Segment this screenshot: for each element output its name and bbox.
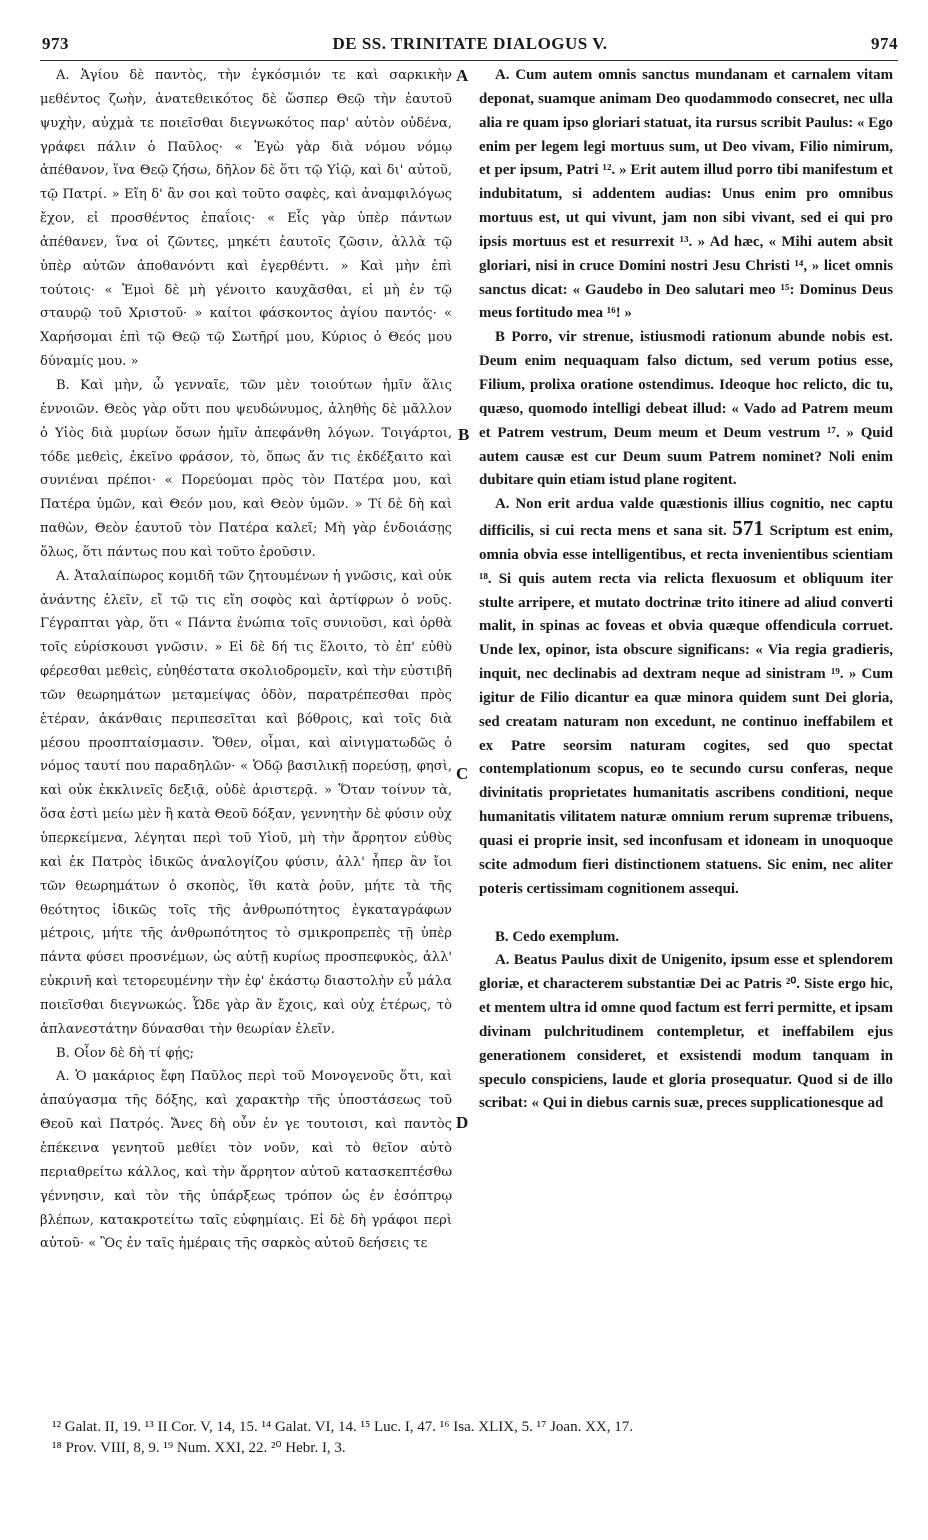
greek-column <box>40 64 452 1256</box>
greek-paragraph-1: Α. Ἁγίου δὲ παντὸς, τὴν ἐγκόσμιόν τε καὶ σαρκικὴν μεθέντος ζωὴν, ἀνατεθεικότος δὲ ὥσπερ Θεῷ τὴν ἑαυτοῦ ψυχὴν, αὐχμὰ τε ποιεῖσθαι διεγνωκότος παρ' αὐτὸν οὐδένα, γράφει πάλιν ὁ Παῦλος· « Ἐγὼ γὰρ διὰ νόμου νόμῳ ἀπέθανον, ἵνα Θεῷ ζήσω, δῆλον δὲ ὅτι τῷ Υἱῷ, καὶ δι' αὐτοῦ, τῷ Πατρί. » Εἴη δ' ἂν σοι καὶ τοῦτο σαφὲς, καὶ ἀναμφιλόγως ἔχον, εἰ προσθέντος ἐπαΐοις· « Εἷς γὰρ ὑπὲρ πάντων ἀπέθανεν, ἵνα οἱ ζῶντες, μηκέτι ἑαυτοῖς ζῶσιν, ἀλλὰ τῷ ὑπὲρ αὐτῶν ἀποθανόντι καὶ ἐγερθέντι. » Καὶ μὴν ἐπὶ τούτοις· « Ἐμοὶ δὲ μὴ γένοιτο καυχᾶσθαι, εἰ μὴ ἐν τῷ σταυρῷ τοῦ Χριστοῦ· » καίτοι φάσκοντος ἁγίου παντός· « Χαρήσομαι ἐπὶ τῷ Θεῷ τῷ Σωτῆρί μου, Κύριος ὁ Θεός μου δύναμίς μου. » <box>40 68 452 370</box>
latin-column <box>479 64 893 1116</box>
margin-marker-d: D <box>456 1113 469 1132</box>
greek-paragraph-4: B. Οἷον δὲ δὴ τί φῄς; <box>56 1045 195 1061</box>
latin-paragraph-4: B. Cedo exemplum. <box>495 928 620 945</box>
latin-paragraph-3a: A. Non erit ardua valde quæstionis illius cognitio, nec captu difficilis, si cui recta mens et sana sit. <box>479 496 893 540</box>
latin-paragraph-2: B Porro, vir strenue, istiusmodi rationum abunde nobis est. Deum enim nequaquam falso dictum, sed verum potius esse, Filium, prolixa oratione ostendimus. Ideoque hoc relicto, dic tu, quæso, quomodo intelligi debeat illud: « Vado ad Patrem meum et Patrem vestrum, Deum meum et Deum vestrum ¹⁷. » Quid autem causæ est cur Deum suum Patrem nominet? Noli enim dubitare quin etiam istud plane rogitent. <box>479 329 893 489</box>
margin-marker-c: C <box>456 764 469 783</box>
paragraph-gap <box>479 902 893 926</box>
footnotes-line-2: ¹⁸ Prov. VIII, 8, 9. ¹⁹ Num. XXI, 22. ²⁰ Hebr. I, 3. <box>52 1440 346 1456</box>
margin-marker-b: B <box>458 425 470 444</box>
page-number-right: 974 <box>871 34 898 53</box>
footnotes-line-1: ¹² Galat. II, 19. ¹³ II Cor. V, 14, 15. ¹⁴ Galat. VI, 14. ¹⁵ Luc. I, 47. ¹⁶ Isa. XLIX, 5. ¹⁷ Joan. XX, 17. <box>52 1419 633 1435</box>
page-number-left: 973 <box>42 34 69 53</box>
greek-paragraph-2: B. Καὶ μὴν, ὦ γενναῖε, τῶν μὲν τοιούτων ἡμῖν ἅλις ἐννοιῶν. Θεὸς γὰρ οὔτι που ψευδώνυμος, ἀληθὴς δὲ μᾶλλον ὁ Υἱὸς διὰ μυρίων ὅσων ἡμῖν ἀπεφάνθη λόγων. Τοιγάρτοι, τόδε μεθεὶς, ἐκεῖνο φράσον, τὸ, ὅπως ἄν τις ἐκδέξαιτο καὶ συνιέναι πρέποι· « Πορεύομαι πρὸς τὸν Πατέρα μου, καὶ Πατέρα ὑμῶν, καὶ Θεόν μου, καὶ Θεὸν ὑμῶν. » Τί δὲ δὴ καὶ παθὼν, Θεὸν ἑαυτοῦ τὸν Πατέρα καλεῖ; Μὴ γὰρ ἐνδοιάσῃς ὅλως, ὅτι πάντως που καὶ τοῦτο ἐροῦσιν. <box>40 377 452 560</box>
latin-paragraph-1: A. Cum autem omnis sanctus mundanam et carnalem vitam deponat, suamque animam Deo quodammodo consecret, nec ulla alia re quam ipso gloriari statuat, ita rursus scribit Paulus: « Ego enim per legem legi mortuus sum, ut Deo vivam, Filio nimirum, et per ipsum, Patri ¹². » Erit autem illud porro tibi manifestum et indubitatum, si addentem audias: Unus enim pro omnibus mortuus est, ut qui vivunt, jam non sibi vivant, sed ei qui pro ipsis mortuus est et resurrexit ¹³. » Ad hæc, « Mihi autem absit gloriari, nisi in cruce Domini nostri Jesu Christi ¹⁴, » licet omnis sanctus dicat: « Gaudebo in Deo salutari meo ¹⁵: Dominus Deus meus fortitudo mea ¹⁶! » <box>479 67 893 322</box>
latin-paragraph-5: A. Beatus Paulus dixit de Unigenito, ipsum esse et splendorem gloriæ, et characterem substantiæ Dei ac Patris ²⁰. Siste ergo hic, et mentem ultra id omne quod factum est ferri permitte, et ipsam divinam pulchritudinem contempletur, et ineffabilem ejus generationem consideret, et exsistendi modum tanquam in speculo conspiciens, laude et gloria prosequatur. Quod si de illo scribat: « Qui in diebus carnis suæ, preces supplicationesque ad <box>479 952 893 1112</box>
greek-paragraph-5: Α. Ὁ μακάριος ἔφη Παῦλος περὶ τοῦ Μονογενοῦς ὅτι, καὶ ἀπαύγασμα τῆς δόξης, καὶ χαρακτὴρ τῆς ὑποστάσεως τοῦ Θεοῦ καὶ Πατρός. Ἄνες δὴ οὖν ἐν γε τουτοισι, καὶ παντὸς ἐπέκεινα γενητοῦ μεθίει τὸν νοῦν, καὶ τὸ θεῖον αὐτὸ περιαθρείτω κάλλος, καὶ τὴν ἄρρητον αὐτοῦ κατασκεπτέσθω γέννησιν, καὶ τὸν τῆς ὑπάρξεως τρόπον ὡς ἐν ἐσόπτρῳ βλέπων, κατακροτείτω ταῖς εὐφημίαις. Εἰ δὲ δὴ γράφοι περὶ αὐτοῦ· « Ὃς ἐν ταῖς ἡμέραις τῆς σαρκὸς αὐτοῦ δεήσεις τε <box>40 1069 452 1252</box>
running-title: DE SS. TRINITATE DIALOGUS V. <box>332 34 608 53</box>
margin-marker-a: A <box>456 66 469 85</box>
running-header <box>42 34 898 56</box>
greek-paragraph-3: Α. Ἀταλαίπωρος κομιδῆ τῶν ζητουμένων ἡ γνῶσις, καὶ οὐκ ἀνάντης ἑλεῖν, εἴ τῷ τις εἴη σοφὸς καὶ ἀρτίφρων ὁ νοῦς. Γέγραπται γὰρ, ὅτι « Πάντα ἐνώπια τοῖς συνιοῦσι, καὶ ὀρθὰ τοῖς εὑρίσκουσι γνῶσιν. » Εἰ δὲ δή τις ἕλοιτο, τὸ ἐπ' εὐθὺ φέρεσθαι μεθεὶς, εὐηθέστατα σκολιοδρομεῖν, καὶ τὴν εὐστιβῆ τῶν θεωρημάτων μεταμείψας ὁδὸν, παρατρέπεσθαι πρὸς ἑτέραν, ἀκάνθαις περιπεσεῖται καὶ βόθροις, καὶ τοῖς διὰ μέσου προσπταίσμασιν. Ὅθεν, οἶμαι, καὶ αἰνιγματωδῶς ὁ νόμος ταυτί που παραδηλῶν· « Ὁδῷ βασιλικῇ πορεύσῃ, φησὶ, καὶ οὐκ ἐκκλινεῖς δεξιᾷ, οὐδὲ ἀριστερᾷ. » Ὅταν τοίνυν τὰ, ὅσα ἐστὶ μείω μὲν ἢ κατὰ Θεοῦ δόξαν, γεννητὴν δὲ φύσιν οὐχ ὑπερκείμενα, λέγηται περὶ τοῦ Υἱοῦ, μὴ τὴν ἄρρητον εὐθὺς καὶ ἐκ Πατρὸς ἰδικῶς ἀναλογίζου φύσιν, ἀλλ' ἧπερ ἂν ἴοι τῶν θεωρημάτων ὁ σκοπὸς, ἴθι κατὰ ῥοῦν, μήτε τὰ τῆς θεότητος ἰδικῶς τοῖς τῆς ἀνθρωπότητος ἐγκαταγράφων μέτροις, μήτε τῆς ἀνθρωπότητος τὸ σμικροπρεπὲς τῇ ὑπὲρ πάντα φύσει προσνέμων, ὡς αὐτῇ κυρίως προσπεφυκὸς, ἀλλ' εὐκρινῆ καὶ τετορευμένην τὴν ἐφ' ἑκάστῳ διαστολὴν εὖ μάλα ποιεῖσθαι διεγνωκώς. Ὧδε γὰρ ἂν ἔχοις, καὶ οὐχ ἑτέρως, τὸ ἀπλανεστάτην δύνασθαι τὴν θεωρίαν ἑλεῖν. <box>40 568 452 1037</box>
latin-paragraph-3b: Scriptum est enim, omnia obvia esse intelligentibus, et recta invenientibus scientiam ¹⁸. Si quis autem recta via relicta flexuosum et obliquum iter stulte arripere, et mutato doctrinæ trito itinere ad aliud converti malit, in spinas ac foveas et obvia quæque offendicula corruet. Unde lex, opinor, ista obscure significans: « Via regia gradieris, inquit, nec declinabis ad dextram neque ad sinistram ¹⁹. » Cum igitur de Filio dicantur ea quæ minora quidem sunt Dei gloria, sed creatam naturam non excedunt, ne continuo ineffabilem et ex Patre seorsim naturam cogites, sed quo spectat contemplationum scopus, eo te secundo cursu conferas, neque divinitatis proprietates humanitatis ascribens conditioni, neque humanitatis vilitatem naturæ omnium rerum supremæ tribuens, quasi ei proprie insit, sed inconfusam et idoneam in unoquoque scite admodum fieri distinctionem statuens. Sic enim, nec aliter poteris certissimam cognitionem assequi. <box>479 523 893 897</box>
latin-paragraph-3 <box>479 493 893 901</box>
header-rule <box>40 60 898 61</box>
column-number: 571 <box>732 516 764 541</box>
